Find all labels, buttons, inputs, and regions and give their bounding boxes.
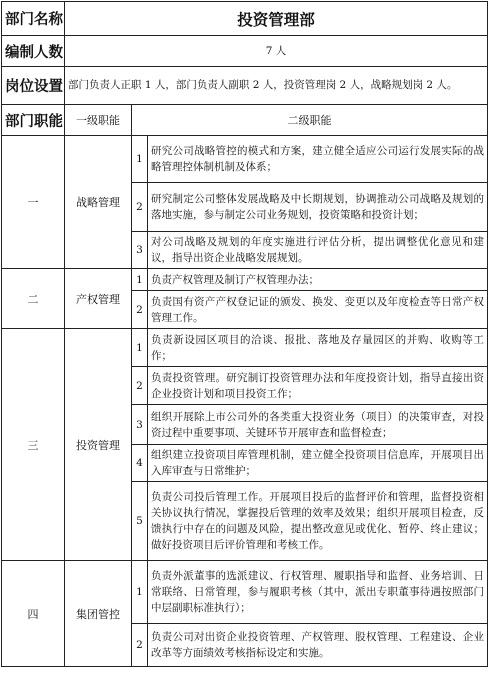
item-number: 5 bbox=[132, 482, 148, 561]
item-text: 负责产权管理及制订产权管理办法； bbox=[148, 269, 488, 291]
duties-header-row bbox=[2, 105, 488, 136]
item-text: 负责外派董事的选派建议、行权管理、履职指导和监督、业务培训、日常联络、日常管理，参与履职考核（其中，派出专职董事待遇按照部门中层副职标准执行）； bbox=[148, 561, 488, 624]
item-text: 组织建立投资项目库管理机制，建立健全投资项目信息库，开展项目出入库审查与日常维护； bbox=[148, 445, 488, 482]
item-number: 1 bbox=[132, 136, 148, 183]
item-text: 负责投资管理。研究制订投资管理办法和年度投资计划，指导直接出资企业投资计划和项目投资工作； bbox=[148, 367, 488, 405]
item-number: 4 bbox=[132, 445, 148, 482]
document bbox=[1, 1, 487, 667]
dept-name-value: 投资管理部 bbox=[65, 2, 488, 36]
item-text: 研究公司战略管控的模式和方案，建立健全适应公司运行发展实际的战略管理控体制机制及体系； bbox=[148, 136, 488, 183]
item-number: 2 bbox=[132, 291, 148, 329]
item-number: 1 bbox=[132, 329, 148, 367]
item-text: 负责公司投后管理工作。开展项目投后的监督评价和管理，监督投资相关协议执行情况，掌握投后管理的效率及效果；组织开展项目检查，反馈执行中存在的问题及风险，提出整改意见或优化、暂停、终止建议；做好投资项目后评价管理和考核工作。 bbox=[148, 482, 488, 561]
item-number: 2 bbox=[132, 367, 148, 405]
dept-name-label: 部门名称 bbox=[2, 2, 65, 36]
duty-row bbox=[2, 136, 488, 183]
duty-row bbox=[2, 329, 488, 367]
positions-label: 岗位设置 bbox=[2, 67, 65, 105]
item-number: 1 bbox=[132, 269, 148, 291]
staff-count-label: 编制人数 bbox=[2, 36, 65, 67]
item-number: 3 bbox=[132, 405, 148, 445]
duty-table bbox=[1, 1, 488, 667]
positions-value: 部门负责人正职 1 人，部门负责人副职 2 人，投资管理岗 2 人，战略规划岗 2 人。 bbox=[65, 67, 488, 105]
positions-row bbox=[2, 67, 488, 105]
item-text: 负责国有资产产权登记证的颁发、换发、变更以及年度检查等日常产权管理工作。 bbox=[148, 291, 488, 329]
duty-row bbox=[2, 561, 488, 624]
level1-header: 一级职能 bbox=[65, 105, 132, 136]
item-text: 组织开展除上市公司外的各类重大投资业务（项目）的决策审查，对投资过程中重要事项、关键环节开展审查和监督检查； bbox=[148, 405, 488, 445]
duties-label: 部门职能 bbox=[2, 105, 65, 136]
staff-count-row bbox=[2, 36, 488, 67]
section-name: 战略管理 bbox=[65, 136, 132, 269]
item-text: 对公司战略及规划的年度实施进行评估分析，提出调整优化意见和建议，指导出资企业战略发展规划。 bbox=[148, 232, 488, 269]
item-text: 负责公司对出资企业投资管理、产权管理、股权管理、工程建设、企业改革等方面绩效考核指标设定和实施。 bbox=[148, 624, 488, 667]
section-numeral: 四 bbox=[2, 561, 65, 667]
item-number: 1 bbox=[132, 561, 148, 624]
section-numeral: 三 bbox=[2, 329, 65, 561]
item-text: 负责新设园区项目的洽谈、报批、落地及存量园区的并购、收购等工作； bbox=[148, 329, 488, 367]
section-numeral: 二 bbox=[2, 269, 65, 329]
item-number: 2 bbox=[132, 183, 148, 232]
duty-row bbox=[2, 269, 488, 291]
dept-name-row bbox=[2, 2, 488, 36]
staff-count-value: 7 人 bbox=[65, 36, 488, 67]
item-number: 2 bbox=[132, 624, 148, 667]
section-name: 投资管理 bbox=[65, 329, 132, 561]
section-name: 集团管控 bbox=[65, 561, 132, 667]
level2-header: 二级职能 bbox=[132, 105, 488, 136]
section-name: 产权管理 bbox=[65, 269, 132, 329]
item-text: 研究制定公司整体发展战略及中长期规划，协调推动公司战略及规划的落地实施，参与制定公司业务规划，投资策略和投资计划； bbox=[148, 183, 488, 232]
item-number: 3 bbox=[132, 232, 148, 269]
section-numeral: 一 bbox=[2, 136, 65, 269]
